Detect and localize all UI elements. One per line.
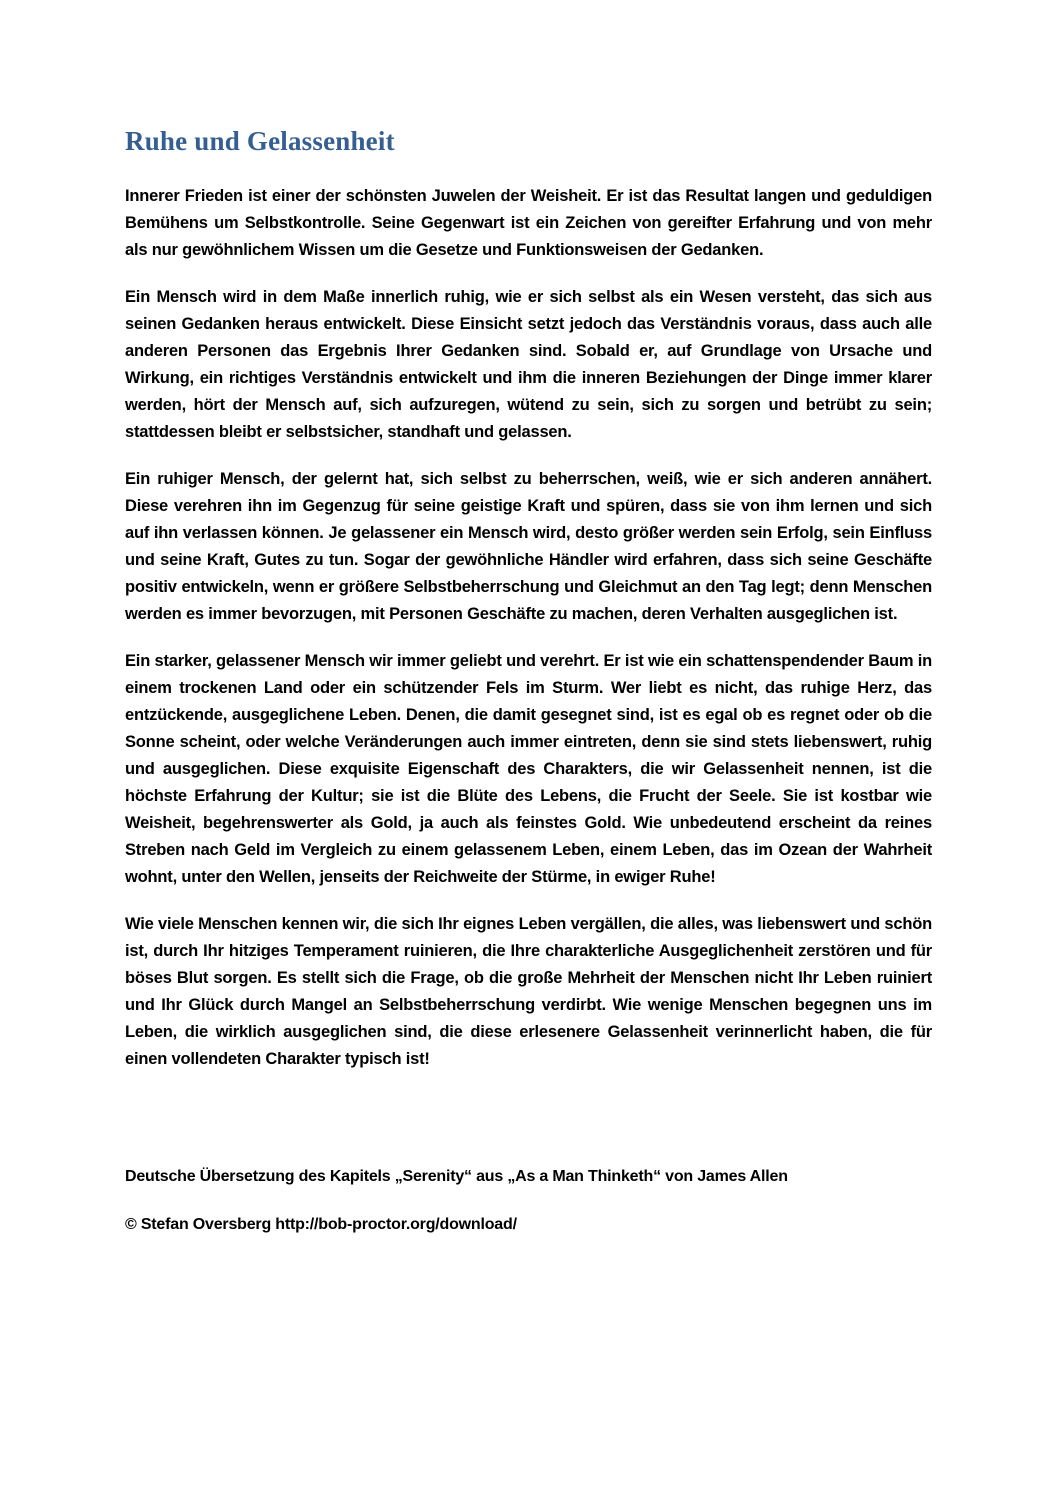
copyright-line: © Stefan Oversberg http://bob-proctor.org/download/ [125, 1216, 517, 1233]
paragraph-starker-mensch: Ein starker, gelassener Mensch wir immer geliebt und verehrt. Er ist wie ein schattenspendender Baum in einem trockenen Land oder ein schützender Fels im Sturm. Wer liebt es nicht, das ruhige Herz, das entzückende, ausgeglichene Leben. Denen, die damit gesegnet sind, ist es egal ob es regnet oder ob die Sonne scheint, oder welche Veränderungen auch immer eintreten, denn sie sind stets liebenswert, ruhig und ausgeglichen. Diese exquisite Eigenschaft des Charakters, die wir Gelassenheit nennen, ist die höchste Erfahrung der Kultur; sie ist die Blüte des Lebens, die Frucht der Seele. Sie ist kostbar wie Weisheit, begehrenswerter als Gold, ja auch als feinstes Gold. Wie unbedeutend erscheint da reines Streben nach Geld im Vergleich zu einem gelassenem Leben, einem Leben, das im Ozean der Wahrheit wohnt, unter den Wellen, jenseits der Reichweite der Stürme, in ewiger Ruhe! [125, 652, 932, 886]
paragraph-inner-frieden: Innerer Frieden ist einer der schönsten Juwelen der Weisheit. Er ist das Resultat langen und geduldigen Bemühens um Selbstkontrolle. Seine Gegenwart ist ein Zeichen von gereifter Erfahrung und von mehr als nur gewöhnlichem Wissen um die Gesetze und Funktionsweisen der Gedanken. [125, 187, 932, 259]
paragraph-ein-mensch: Ein Mensch wird in dem Maße innerlich ruhig, wie er sich selbst als ein Wesen versteht, das sich aus seinen Gedanken heraus entwickelt. Diese Einsicht setzt jedoch das Verständnis voraus, dass auch alle anderen Personen das Ergebnis Ihrer Gedanken sind. Sobald er, auf Grundlage von Ursache und Wirkung, ein richtiges Verständnis entwickelt und ihm die inneren Beziehungen der Dinge immer klarer werden, hört der Mensch auf, sich aufzuregen, wütend zu sein, sich zu sorgen und betrübt zu sein; stattdessen bleibt er selbstsicher, standhaft und gelassen. [125, 288, 932, 441]
document-footer [125, 1163, 932, 1238]
document-title: Ruhe und Gelassenheit [125, 126, 395, 156]
paragraph-ruhiger-mensch: Ein ruhiger Mensch, der gelernt hat, sich selbst zu beherrschen, weiß, wie er sich anderen annähert. Diese verehren ihn im Gegenzug für seine geistige Kraft und spüren, dass sie von ihm lernen und sich auf ihn verlassen können. Je gelassener ein Mensch wird, desto größer werden sein Erfolg, sein Einfluss und seine Kraft, Gutes zu tun. Sogar der gewöhnliche Händler wird erfahren, dass sich seine Geschäfte positiv entwickeln, wenn er größere Selbstbeherrschung und Gleichmut an den Tag legt; denn Menschen werden es immer bevorzugen, mit Personen Geschäfte zu machen, deren Verhalten ausgeglichen ist. [125, 470, 932, 623]
attribution-line: Deutsche Übersetzung des Kapitels „Serenity“ aus „As a Man Thinketh“ von James Allen [125, 1168, 788, 1185]
paragraph-wie-viele-menschen: Wie viele Menschen kennen wir, die sich Ihr eignes Leben vergällen, die alles, was liebenswert und schön ist, durch Ihr hitziges Temperament ruinieren, die Ihre charakterliche Ausgeglichenheit zerstören und für böses Blut sorgen. Es stellt sich die Frage, ob die große Mehrheit der Menschen nicht Ihr Leben ruiniert und Ihr Glück durch Mangel an Selbstbeherrschung verdirbt. Wie wenige Menschen begegnen uns im Leben, die wirklich ausgeglichen sind, die diese erlesenere Gelassenheit verinnerlicht haben, die für einen vollendeten Charakter typisch ist! [125, 915, 932, 1068]
